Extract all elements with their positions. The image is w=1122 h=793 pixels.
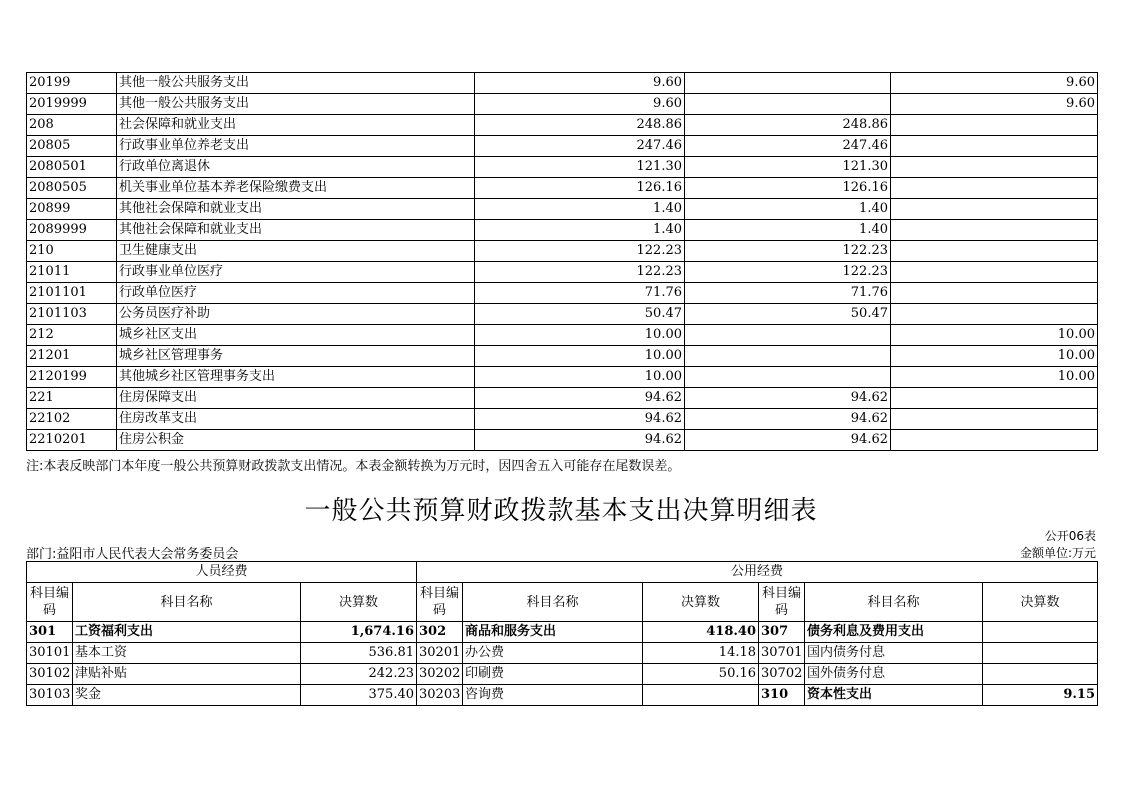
subject-name: 城乡社区支出 — [117, 325, 475, 346]
table-row — [27, 430, 1098, 451]
subject-code: 20199 — [27, 73, 117, 94]
table-row — [27, 409, 1098, 430]
public-name: 办公费 — [463, 643, 643, 664]
header-name: 科目名称 — [463, 583, 643, 622]
personnel-name: 奖金 — [73, 685, 301, 706]
table-row — [27, 94, 1098, 115]
project-amount — [891, 262, 1098, 283]
public-name: 国外债务付息 — [805, 664, 983, 685]
subject-name: 其他城乡社区管理事务支出 — [117, 367, 475, 388]
subject-name: 其他社会保障和就业支出 — [117, 220, 475, 241]
header-amount: 决算数 — [643, 583, 759, 622]
table-row — [27, 241, 1098, 262]
table-row — [27, 157, 1098, 178]
subject-name: 其他社会保障和就业支出 — [117, 199, 475, 220]
table-row — [27, 664, 1098, 685]
subject-code: 21011 — [27, 262, 117, 283]
department-label: 部门:益阳市人民代表大会常务委员会 — [26, 547, 239, 562]
total-amount: 1.40 — [475, 220, 685, 241]
total-amount: 9.60 — [475, 94, 685, 115]
total-amount: 9.60 — [475, 73, 685, 94]
basic-amount — [685, 367, 891, 388]
personnel-name: 工资福利支出 — [73, 622, 301, 643]
subject-code: 2080501 — [27, 157, 117, 178]
public-name: 咨询费 — [463, 685, 643, 706]
public-name: 印刷费 — [463, 664, 643, 685]
header-amount: 决算数 — [983, 583, 1098, 622]
subject-name: 城乡社区管理事务 — [117, 346, 475, 367]
basic-amount: 121.30 — [685, 157, 891, 178]
public-code: 302 — [417, 622, 463, 643]
public-amount — [983, 622, 1098, 643]
subject-code: 2101101 — [27, 283, 117, 304]
form-number: 公开06表 — [1044, 529, 1096, 543]
subject-name: 卫生健康支出 — [117, 241, 475, 262]
project-amount — [891, 220, 1098, 241]
group-public: 公用经费 — [417, 562, 1098, 583]
basic-amount: 247.46 — [685, 136, 891, 157]
personnel-amount: 375.40 — [301, 685, 417, 706]
project-amount — [891, 241, 1098, 262]
subject-name: 行政事业单位医疗 — [117, 262, 475, 283]
public-code: 30203 — [417, 685, 463, 706]
public-amount: 50.16 — [643, 664, 759, 685]
basic-amount — [685, 94, 891, 115]
group-personnel: 人员经费 — [27, 562, 417, 583]
personnel-code: 30103 — [27, 685, 73, 706]
public-name: 资本性支出 — [805, 685, 983, 706]
total-amount: 50.47 — [475, 304, 685, 325]
subject-code: 20899 — [27, 199, 117, 220]
public-amount: 9.15 — [983, 685, 1098, 706]
table-row — [27, 325, 1098, 346]
project-amount: 10.00 — [891, 325, 1098, 346]
public-amount: 14.18 — [643, 643, 759, 664]
personnel-amount: 536.81 — [301, 643, 417, 664]
total-amount: 71.76 — [475, 283, 685, 304]
subject-name: 行政单位离退休 — [117, 157, 475, 178]
subject-name: 住房公积金 — [117, 430, 475, 451]
table-row — [27, 367, 1098, 388]
project-amount — [891, 283, 1098, 304]
project-amount: 10.00 — [891, 367, 1098, 388]
table-note: 注:本表反映部门本年度一般公共预算财政拨款支出情况。本表金额转换为万元时，因四舍五入可能存在尾数误差。 — [26, 459, 681, 474]
personnel-code: 301 — [27, 622, 73, 643]
amount-unit: 金额单位:万元 — [1019, 546, 1096, 560]
total-amount: 1.40 — [475, 199, 685, 220]
subject-name: 社会保障和就业支出 — [117, 115, 475, 136]
project-amount — [891, 304, 1098, 325]
basic-amount: 50.47 — [685, 304, 891, 325]
total-amount: 247.46 — [475, 136, 685, 157]
subject-code: 208 — [27, 115, 117, 136]
table-row — [27, 136, 1098, 157]
column-header-row — [27, 583, 1098, 622]
personnel-code: 30102 — [27, 664, 73, 685]
public-name: 债务利息及费用支出 — [805, 622, 983, 643]
subject-name: 住房改革支出 — [117, 409, 475, 430]
subject-code: 21201 — [27, 346, 117, 367]
table-row — [27, 685, 1098, 706]
subject-code: 2120199 — [27, 367, 117, 388]
total-amount: 122.23 — [475, 241, 685, 262]
personnel-amount: 242.23 — [301, 664, 417, 685]
table-row — [27, 262, 1098, 283]
table-row — [27, 388, 1098, 409]
public-code: 307 — [759, 622, 805, 643]
public-amount — [643, 685, 759, 706]
total-amount: 122.23 — [475, 262, 685, 283]
basic-amount: 248.86 — [685, 115, 891, 136]
project-amount — [891, 157, 1098, 178]
subject-code: 210 — [27, 241, 117, 262]
subject-name: 机关事业单位基本养老保险缴费支出 — [117, 178, 475, 199]
header-code: 科目编码 — [759, 583, 805, 622]
project-amount — [891, 136, 1098, 157]
total-amount: 94.62 — [475, 430, 685, 451]
subject-code: 2089999 — [27, 220, 117, 241]
total-amount: 10.00 — [475, 367, 685, 388]
table-row — [27, 73, 1098, 94]
basic-amount: 122.23 — [685, 262, 891, 283]
basic-expenditure-detail-table — [26, 561, 1098, 706]
basic-amount — [685, 346, 891, 367]
public-code: 30701 — [759, 643, 805, 664]
subject-code: 2019999 — [27, 94, 117, 115]
total-amount: 248.86 — [475, 115, 685, 136]
total-amount: 126.16 — [475, 178, 685, 199]
public-code: 310 — [759, 685, 805, 706]
total-amount: 121.30 — [475, 157, 685, 178]
public-code: 30702 — [759, 664, 805, 685]
page-title: 一般公共预算财政拨款基本支出决算明细表 — [304, 496, 818, 526]
header-name: 科目名称 — [73, 583, 301, 622]
public-name: 商品和服务支出 — [463, 622, 643, 643]
total-amount: 10.00 — [475, 346, 685, 367]
project-amount — [891, 388, 1098, 409]
subject-code: 2101103 — [27, 304, 117, 325]
basic-amount — [685, 73, 891, 94]
project-amount — [891, 199, 1098, 220]
total-amount: 94.62 — [475, 388, 685, 409]
appropriation-expenditure-table — [26, 72, 1098, 451]
basic-amount: 71.76 — [685, 283, 891, 304]
table-row — [27, 346, 1098, 367]
public-amount — [983, 643, 1098, 664]
header-amount: 决算数 — [301, 583, 417, 622]
basic-amount: 122.23 — [685, 241, 891, 262]
personnel-code: 30101 — [27, 643, 73, 664]
header-name: 科目名称 — [805, 583, 983, 622]
project-amount — [891, 115, 1098, 136]
subject-name: 其他一般公共服务支出 — [117, 94, 475, 115]
personnel-name: 基本工资 — [73, 643, 301, 664]
table-row — [27, 220, 1098, 241]
subject-name: 其他一般公共服务支出 — [117, 73, 475, 94]
subject-code: 20805 — [27, 136, 117, 157]
public-amount — [983, 664, 1098, 685]
subject-code: 22102 — [27, 409, 117, 430]
project-amount: 9.60 — [891, 94, 1098, 115]
basic-amount: 94.62 — [685, 430, 891, 451]
table-row — [27, 304, 1098, 325]
project-amount: 9.60 — [891, 73, 1098, 94]
header-code: 科目编码 — [27, 583, 73, 622]
subject-code: 2080505 — [27, 178, 117, 199]
project-amount: 10.00 — [891, 346, 1098, 367]
subject-name: 公务员医疗补助 — [117, 304, 475, 325]
basic-amount: 1.40 — [685, 199, 891, 220]
table-row — [27, 199, 1098, 220]
basic-amount: 94.62 — [685, 388, 891, 409]
table-row — [27, 178, 1098, 199]
subject-name: 行政事业单位养老支出 — [117, 136, 475, 157]
subject-name: 住房保障支出 — [117, 388, 475, 409]
table-row — [27, 643, 1098, 664]
group-header-row — [27, 562, 1098, 583]
personnel-name: 津贴补贴 — [73, 664, 301, 685]
basic-amount: 94.62 — [685, 409, 891, 430]
personnel-amount: 1,674.16 — [301, 622, 417, 643]
table-row — [27, 283, 1098, 304]
subject-code: 2210201 — [27, 430, 117, 451]
table-row — [27, 622, 1098, 643]
project-amount — [891, 409, 1098, 430]
total-amount: 10.00 — [475, 325, 685, 346]
basic-amount — [685, 325, 891, 346]
basic-amount: 1.40 — [685, 220, 891, 241]
project-amount — [891, 430, 1098, 451]
subject-code: 212 — [27, 325, 117, 346]
basic-amount: 126.16 — [685, 178, 891, 199]
subject-code: 221 — [27, 388, 117, 409]
project-amount — [891, 178, 1098, 199]
subject-name: 行政单位医疗 — [117, 283, 475, 304]
public-name: 国内债务付息 — [805, 643, 983, 664]
header-code: 科目编码 — [417, 583, 463, 622]
public-amount: 418.40 — [643, 622, 759, 643]
public-code: 30201 — [417, 643, 463, 664]
total-amount: 94.62 — [475, 409, 685, 430]
public-code: 30202 — [417, 664, 463, 685]
table-row — [27, 115, 1098, 136]
